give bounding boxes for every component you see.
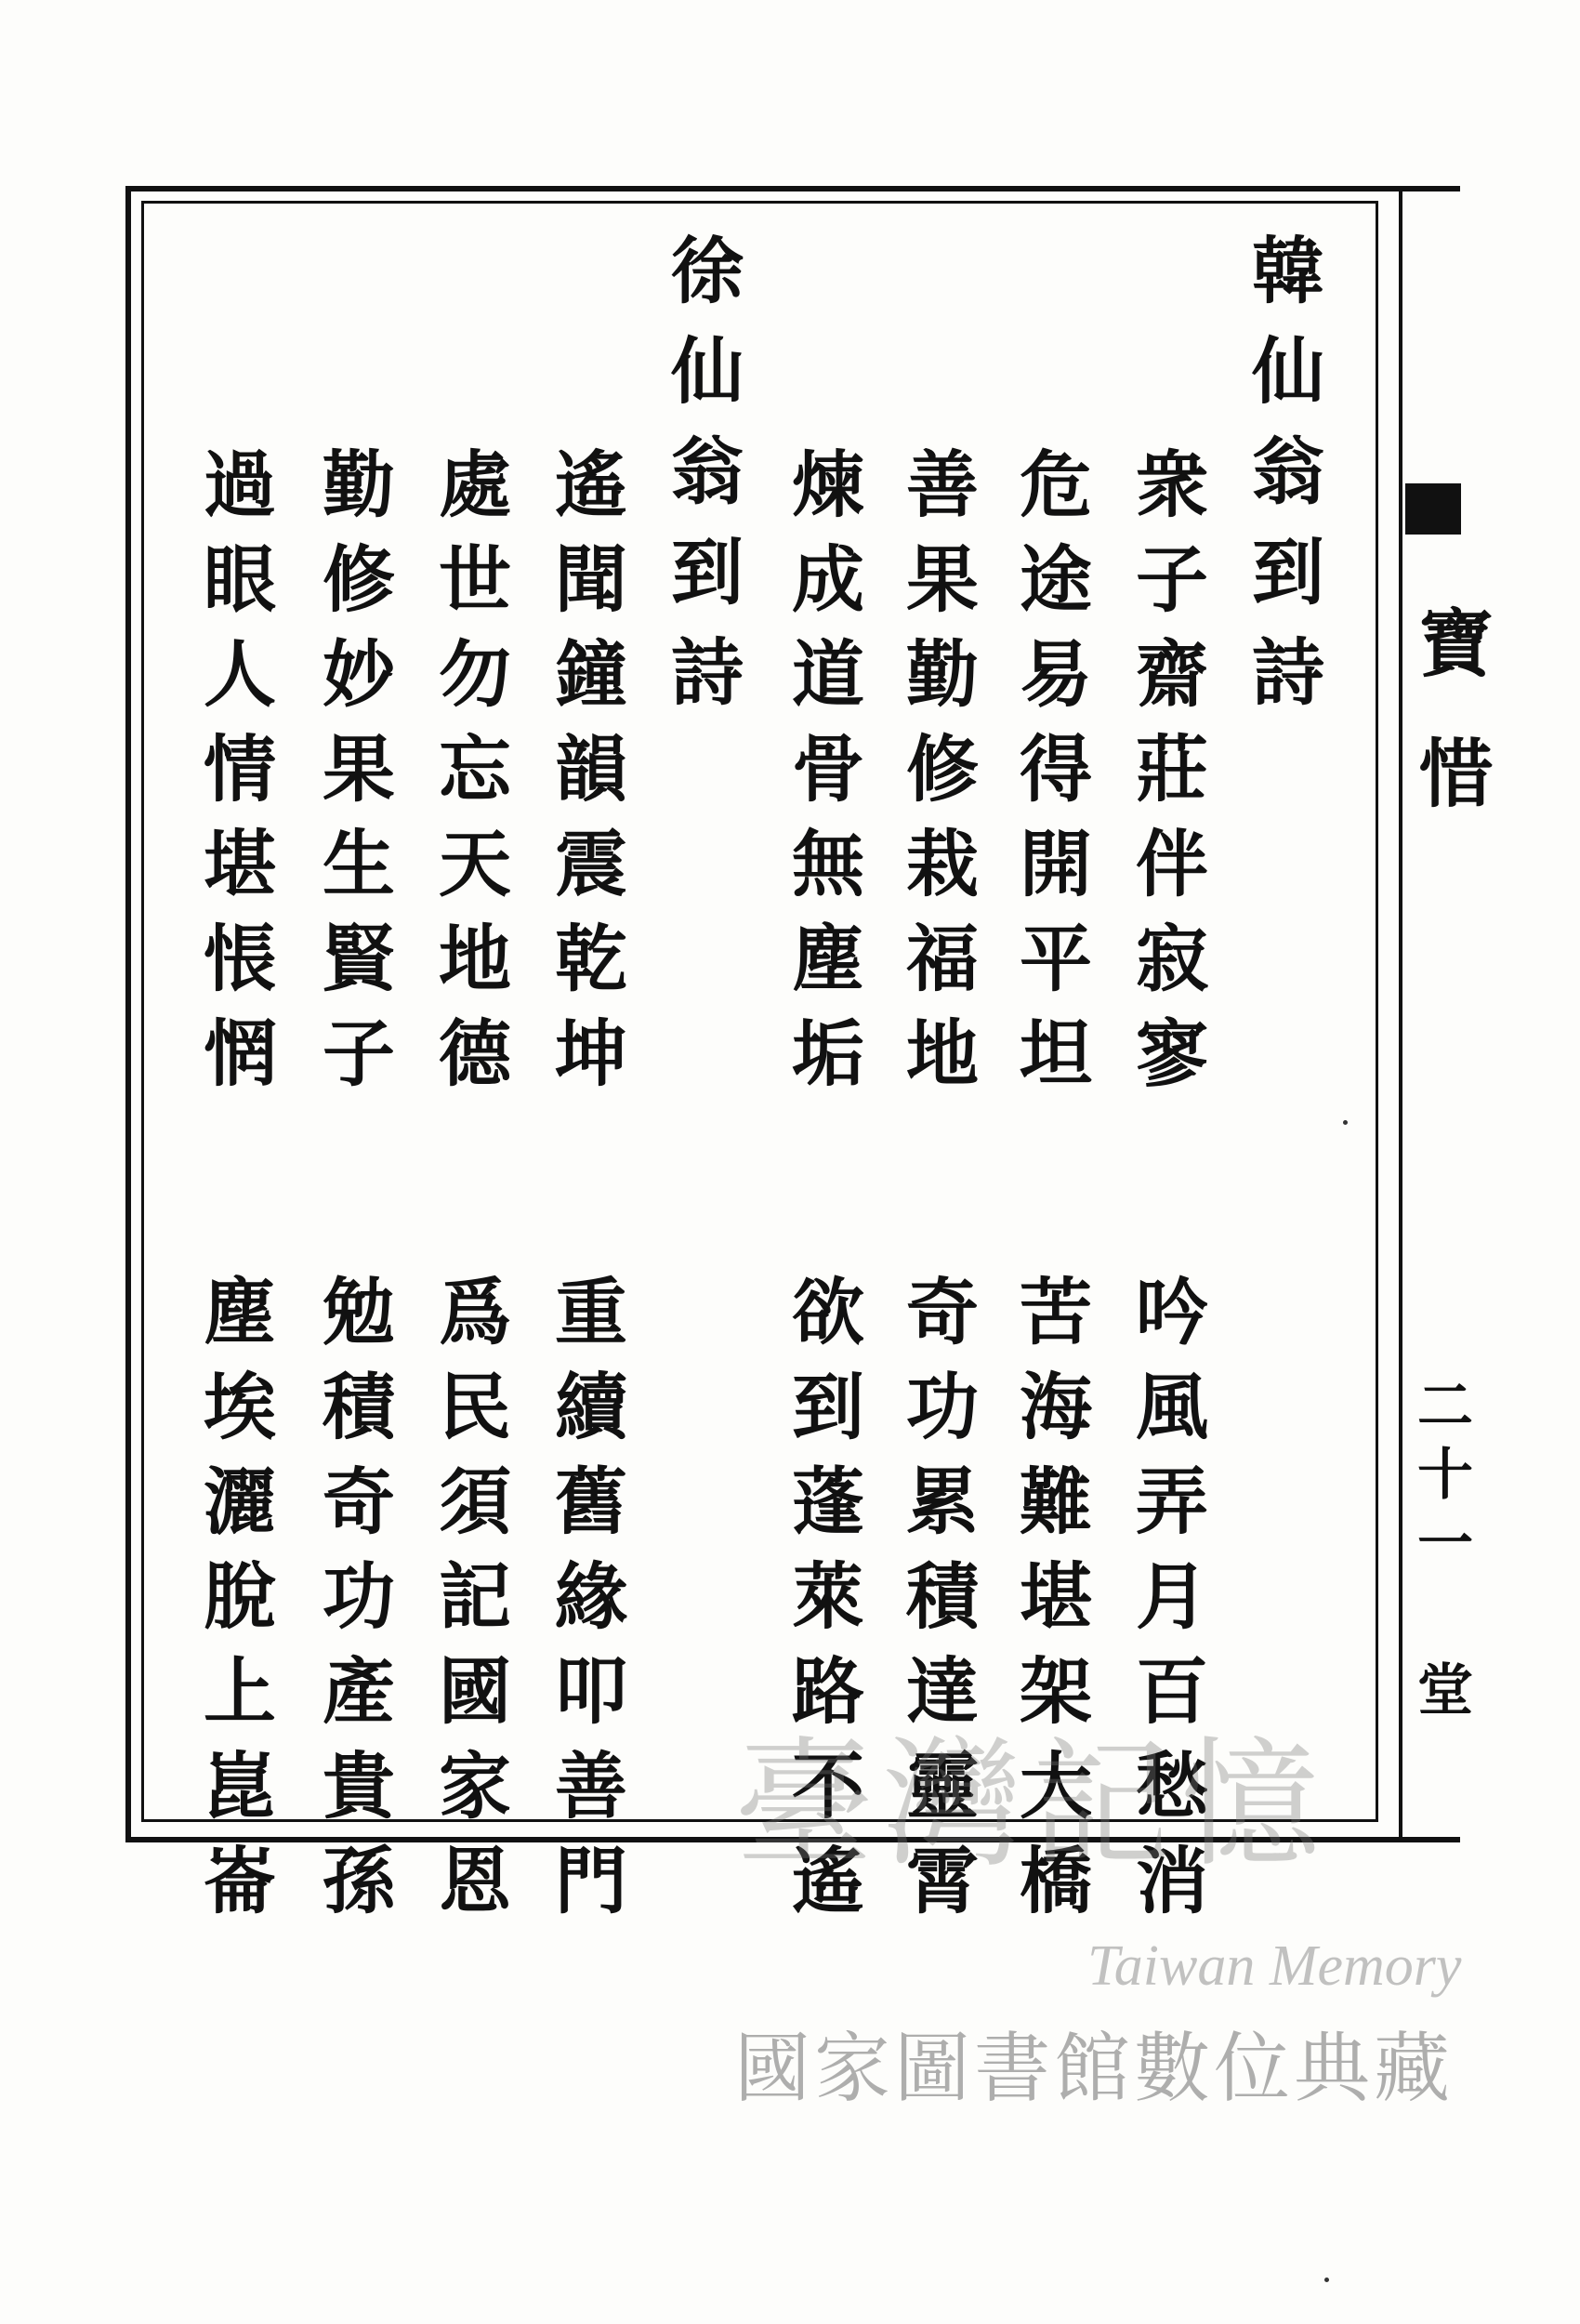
margin-page-number: 二十一 堂 [1408,1376,1473,1729]
poem-1-line-4-upper: 煉成道骨無塵垢 [780,446,864,1110]
poem-2-line-1-lower: 重續舊緣叩善門 [543,1274,627,1937]
poem-1-line-1-lower: 吟風弄月百愁消 [1124,1274,1208,1937]
speck [1343,1120,1348,1125]
poem-1-line-4-lower: 欲到蓬萊路不遙 [780,1274,864,1937]
poem-2-line-2-upper: 處世勿忘天地德 [427,446,511,1110]
poem-2-line-4-lower: 塵埃灑脫上崑崙 [191,1274,276,1937]
poem-2-line-3-upper: 勤修妙果生賢子 [310,446,395,1110]
watermark-library: 國家圖書館數位典藏 [734,2025,1455,2113]
poem-1-line-2-lower: 苦海難堪架大橋 [1007,1274,1092,1937]
margin-fishtail-mark [1405,483,1461,535]
poem-1-line-3-lower: 奇功累積達靈霄 [894,1274,979,1937]
poem-1-line-2-upper: 危途易得開平坦 [1007,446,1092,1110]
poem-2-line-4-upper: 過眼人情堪悵惘 [191,446,276,1110]
poem-2-line-3-lower: 勉積奇功產貴孫 [310,1274,395,1937]
poem-2-line-1-upper: 遙聞鐘韻震乾坤 [543,446,627,1110]
watermark-latin: Taiwan Memory [1087,1934,1462,1998]
poem-2-line-2-lower: 爲民須記國家恩 [427,1274,511,1937]
margin-title: 寶惜 [1406,604,1494,865]
poem-2-title: 徐仙翁到詩 [659,232,744,734]
poem-1-line-1-upper: 衆子齋莊伴寂寥 [1124,446,1208,1110]
margin-rule [1399,186,1402,1837]
speck [1324,2278,1329,2282]
poem-1-line-3-upper: 善果勤修栽福地 [894,446,979,1110]
watermark-logo: 臺灣記憶 [734,1724,1330,1886]
poem-1-title: 韓仙翁到詩 [1240,232,1324,734]
